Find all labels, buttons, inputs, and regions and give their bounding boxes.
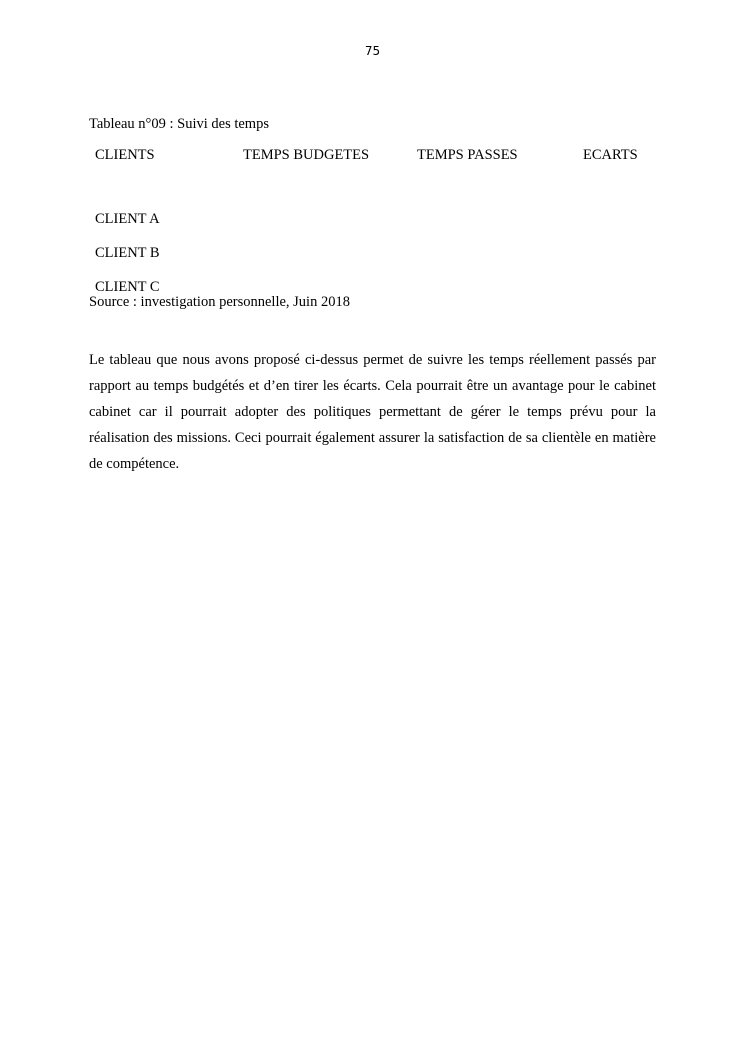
time-tracking-table <box>89 140 656 307</box>
row-temps-passes <box>411 205 577 239</box>
header-ecarts: ECARTS <box>583 147 638 163</box>
row-ecarts <box>577 205 656 239</box>
table-header-row <box>89 140 656 179</box>
table-spacer-row <box>89 179 656 205</box>
page-number: 75 <box>364 44 381 58</box>
header-temps-budgetes: TEMPS BUDGETES <box>243 147 370 163</box>
row-temps-passes <box>411 273 577 307</box>
row-client-name: CLIENT B <box>95 245 160 261</box>
row-temps-budgetes <box>237 239 411 273</box>
row-client-name: CLIENT C <box>95 279 160 295</box>
row-ecarts <box>577 239 656 273</box>
row-temps-budgetes <box>237 205 411 239</box>
table-source: Source : investigation personnelle, Juin 2018 <box>89 294 350 310</box>
row-ecarts <box>577 273 656 307</box>
table-caption: Tableau n°09 : Suivi des temps <box>89 116 269 132</box>
table-row <box>89 239 656 273</box>
header-clients: CLIENTS <box>95 147 155 163</box>
body-paragraph: Le tableau que nous avons proposé ci-dessus permet de suivre les temps réellement passés par rapport au temps budgétés et d’en tirer les écarts. Cela pourrait être un avantage pour le cabinet cabinet car il pourrait adopter des politiques permettant de gérer le temps prévu pour la réalisation des missions. Ceci pourrait également assurer la satisfaction de sa clientèle en matière de compétence. <box>89 352 656 472</box>
table-row <box>89 205 656 239</box>
row-temps-passes <box>411 239 577 273</box>
header-temps-passes: TEMPS PASSES <box>417 147 518 163</box>
row-client-name: CLIENT A <box>95 211 160 227</box>
